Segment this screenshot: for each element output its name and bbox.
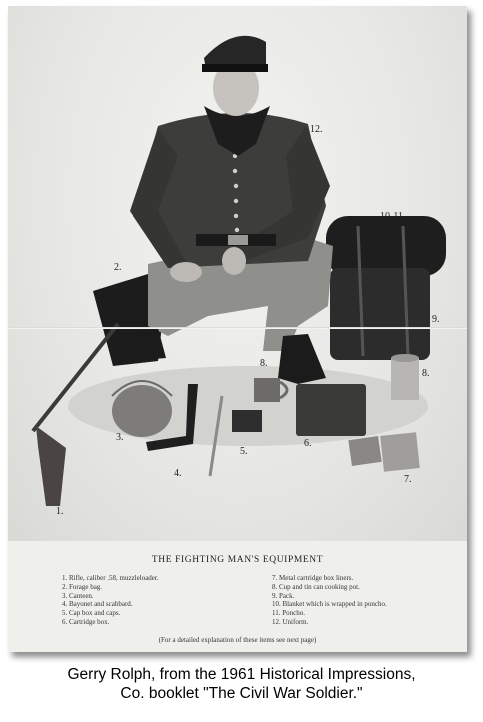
canteen [112,385,172,437]
tin-cup [254,378,280,402]
cap-box [232,410,262,432]
pack [330,268,430,360]
label-canteen: 3. [116,432,124,443]
caption-title: THE FIGHTING MAN'S EQUIPMENT [151,555,324,565]
list-item: 4. Bayonet and scabbard. [62,600,133,609]
caption-note: (For a detailed explanation of these items see next page) [158,636,317,644]
list-item: 7. Metal cartridge box liners. [272,574,354,582]
label-rifle: 1. [56,506,64,517]
list-item: 11. Poncho. [272,609,305,618]
list-item: 8. Cup and tin can cooking pot. [272,582,360,591]
equipment-list-right [272,574,387,627]
cooking-pot [391,358,419,400]
caption-area [8,541,467,652]
label-cup: 8. [260,358,268,369]
cartridge-liner-1 [348,436,381,466]
equipment-list-left [62,574,159,627]
label-blanket-poncho: 10-11 [380,211,403,222]
image-credit [0,665,483,703]
soldier-illustration [8,6,467,541]
equipment-photo [8,6,467,541]
credit-line-2: Co. booklet "The Civil War Soldier." [120,685,363,702]
list-item: 2. Forage bag. [62,582,103,591]
label-cartridge-liners: 7. [404,474,412,485]
label-forage-bag: 2. [114,262,122,273]
list-item: 3. Canteen. [62,591,94,600]
label-uniform: 12. [310,124,323,135]
credit-line-1: Gerry Rolph, from the 1961 Historical Impressions, [67,666,416,683]
cartridge-liner-2 [380,432,420,472]
label-cartridge-box: 6. [304,438,312,449]
list-item: 6. Cartridge box. [62,617,110,626]
page-fold [8,327,467,329]
right-hand [222,247,246,275]
label-cap-box: 5. [240,446,248,457]
list-item: 1. Rifle, caliber .58, muzzleloader. [62,574,159,582]
list-item: 9. Pack. [272,591,295,600]
list-item: 12. Uniform. [272,617,309,626]
book-page [8,6,467,652]
left-hand [170,262,202,282]
list-item: 10. Blanket which is wrapped in poncho. [272,600,387,609]
label-bayonet: 4. [174,468,182,479]
cartridge-box [296,384,366,436]
poncho-blanket-roll [326,216,446,276]
boot-right [278,334,326,384]
rifle-stock [36,426,66,506]
label-pack: 9. [432,314,440,325]
label-cooking-pot: 8. [422,368,430,379]
list-item: 5. Cap box and caps. [62,609,121,618]
